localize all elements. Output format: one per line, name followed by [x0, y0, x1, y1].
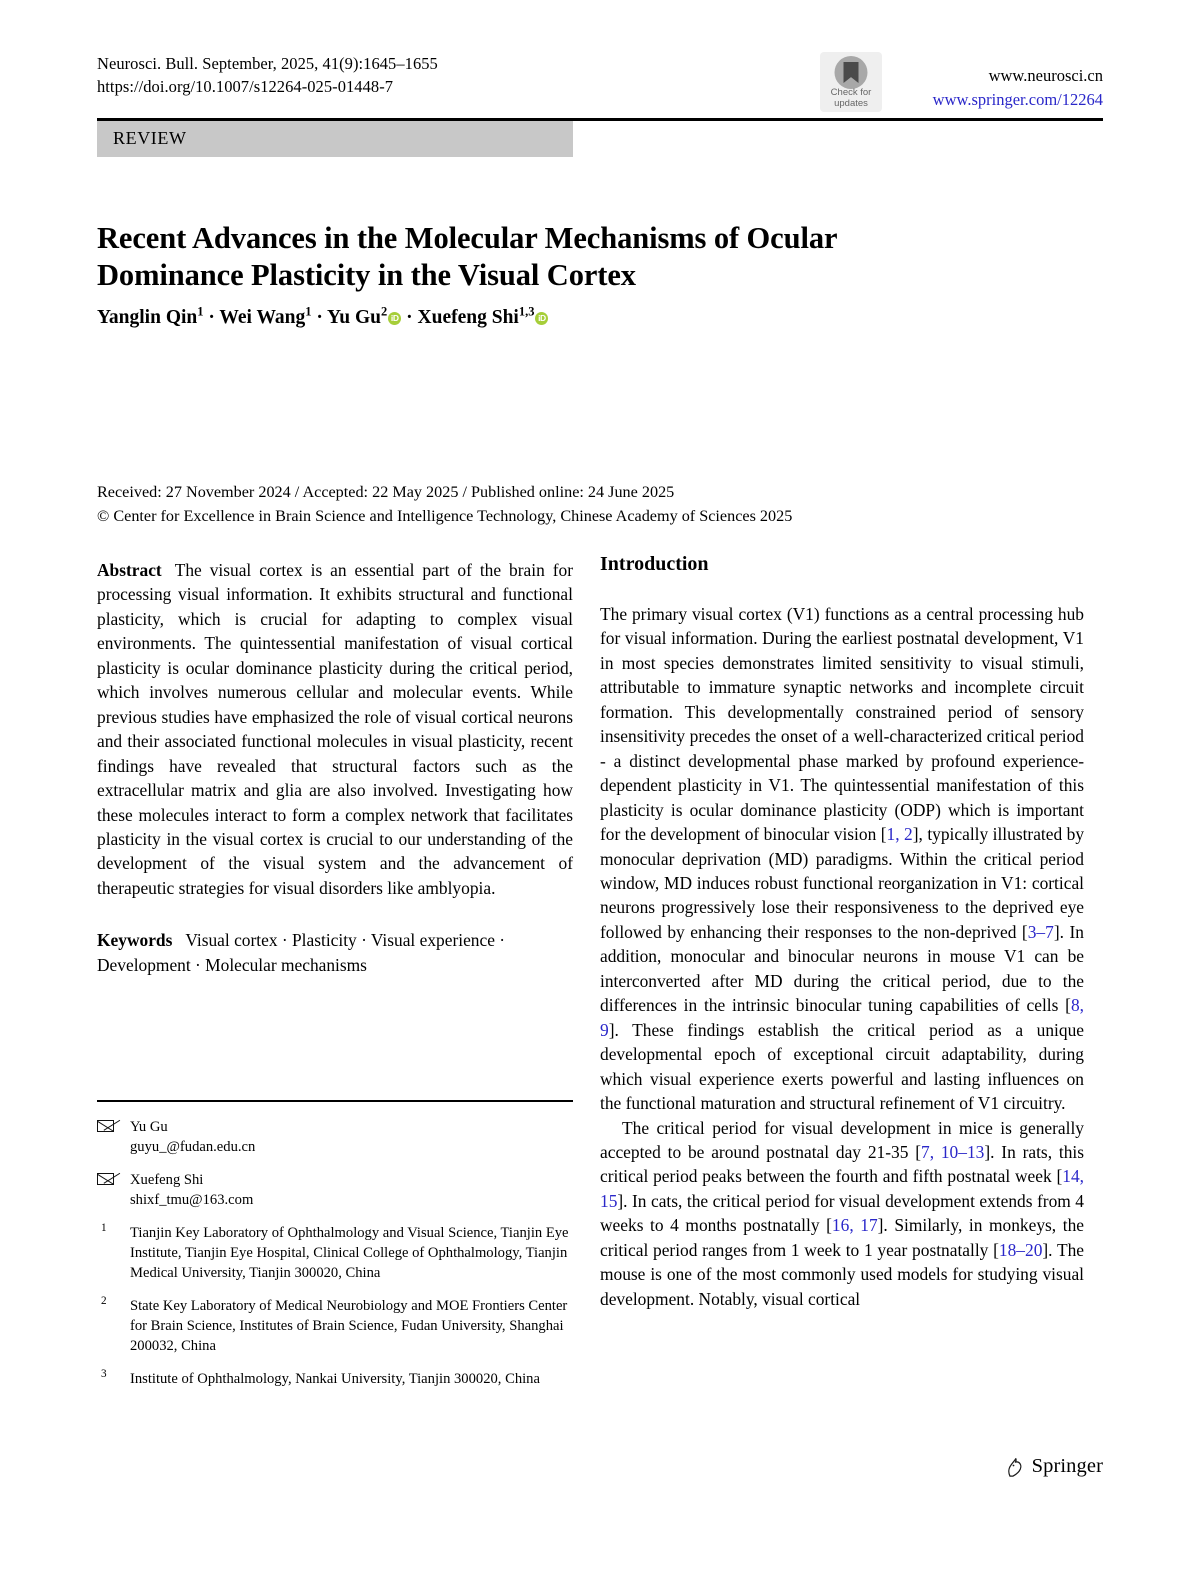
intro-p2-text-d: ]. Similarly, in monkeys, the critical period ranges from 1 week to 1 year postnatally [	[600, 1215, 1084, 1260]
corresponding-author-name: Yu Gu	[130, 1119, 168, 1135]
received-accepted-line: Received: 27 November 2024 / Accepted: 22 May 2025 / Published online: 24 June 2025	[97, 483, 675, 501]
intro-p1-text-d: ]. These findings establish the critical period as a unique developmental epoch of exceptional circuit adaptability, during which visual experience exerts powerful and lasting influences on the functional maturation and structural refinement of V1 circuitry.	[600, 1019, 1084, 1114]
intro-p2-text-e: ]. The mouse is one of the most commonly used models for studying visual development. Notably, visual cortical	[600, 1239, 1084, 1309]
page-title: Recent Advances in the Molecular Mechanisms of Ocular Dominance Plasticity in the Visual Cortex	[97, 221, 837, 293]
springer-knight-icon	[1005, 1456, 1025, 1478]
article-type-banner	[97, 121, 573, 157]
author-entry	[219, 304, 312, 328]
affiliation-item	[97, 1367, 587, 1390]
abstract-section	[97, 558, 573, 900]
copyright-line: © Center for Excellence in Brain Science and Intelligence Technology, Chinese Academy of Sciences 2025	[97, 506, 793, 525]
citation-link[interactable]: 8, 9	[600, 995, 1084, 1040]
affiliation-number: 3	[101, 1367, 107, 1380]
check-for-updates-badge[interactable]	[820, 52, 882, 112]
springer-site-link[interactable]: www.springer.com/12264	[932, 89, 1103, 109]
author-affiliation-marker: 1	[197, 304, 204, 319]
affiliation-number: 1	[101, 1221, 107, 1234]
corresponding-author-email[interactable]: guyu_@fudan.edu.cn	[130, 1138, 256, 1155]
corresponding-author	[97, 1171, 587, 1211]
citation-link[interactable]: 1, 2	[886, 824, 913, 845]
crossmark-label	[820, 88, 882, 110]
affiliation-text: State Key Laboratory of Medical Neurobiology and MOE Frontiers Center for Brain Science, Institutes of Brain Science, Fudan University, Shanghai 200032, China	[130, 1297, 568, 1354]
journal-site-link[interactable]: www.neurosci.cn	[988, 66, 1103, 85]
author-entry	[327, 304, 401, 328]
envelope-icon	[97, 1120, 114, 1132]
author-separator: ·	[208, 307, 215, 328]
abstract-label: Abstract	[97, 560, 162, 580]
crossmark-line-2: updates	[834, 97, 868, 109]
intro-p1-text-b: ], typically illustrated by monocular deprivation (MD) paradigms. Within the critical period window, MD induces robust functional reorganization in V1: cortical neurons progressively lose their responsiveness to the deprived eye followed by enhancing their responses to the non-deprived [	[600, 824, 1085, 942]
corresponding-author-name: Xuefeng Shi	[130, 1171, 204, 1188]
author-name: Wei Wang	[219, 307, 306, 328]
journal-websites	[933, 64, 1103, 112]
publisher-logo	[1005, 1455, 1103, 1478]
introduction-paragraph-2	[600, 1116, 1084, 1312]
author-separator: ·	[316, 307, 323, 328]
footnote-divider	[97, 1100, 573, 1102]
intro-p1-text-c: ]. In addition, monocular and binocular neurons in mouse V1 can be interconverted after MD during the critical period, due to the differences in the intrinsic binocular tuning capabilities of cells [	[600, 921, 1084, 1016]
corresponding-author	[97, 1118, 587, 1158]
author-list	[97, 305, 997, 330]
affiliation-text: Tianjin Key Laboratory of Ophthalmology and Visual Science, Tianjin Eye Institute, Tianjin Eye Hospital, Clinical College of Ophthalmology, Tianjin Medical University, Tianjin 300020, China	[130, 1224, 569, 1281]
author-separator: ·	[406, 307, 413, 328]
author-name: Xuefeng Shi	[417, 307, 519, 328]
affiliation-text: Institute of Ophthalmology, Nankai University, Tianjin 300020, China	[130, 1370, 540, 1387]
envelope-icon	[97, 1173, 114, 1185]
intro-p1-text-a: The primary visual cortex (V1) functions as a central processing hub for visual information. During the earliest postnatal development, V1 in most species demonstrates limited sensitivity to visual stimuli, attributable to immature synaptic networks and incomplete circuit formation. This developmentally constrained period of sensory insensitivity precedes the onset of a well-characterized critical period - a distinct developmental phase marked by profound experience-dependent plasticity in V1. The quintessential manifestation of this plasticity is ocular dominance plasticity (ODP) which is important for the development of binocular vision [	[600, 604, 1084, 845]
citation-link[interactable]: 7, 10–13	[921, 1141, 985, 1162]
doi-line[interactable]: https://doi.org/10.1007/s12264-025-01448-7	[97, 77, 394, 97]
page-header	[97, 52, 1103, 114]
orcid-icon[interactable]: iD	[388, 312, 401, 325]
author-affiliation-marker: 2	[381, 304, 388, 319]
crossmark-line-1: Check for	[830, 87, 872, 98]
introduction-heading: Introduction	[600, 553, 709, 575]
keywords-label: Keywords	[97, 930, 173, 951]
corresponding-author-email[interactable]: shixf_tmu@163.com	[130, 1191, 254, 1208]
article-type-label: REVIEW	[113, 128, 187, 148]
footnote-section	[97, 1118, 587, 1403]
author-affiliation-marker: 1	[305, 304, 312, 319]
citation-link[interactable]: 18–20	[998, 1239, 1043, 1260]
left-column	[97, 558, 573, 977]
orcid-icon[interactable]: iD	[535, 312, 548, 325]
intro-p2-text-b: ]. In rats, this critical period peaks between the fourth and fifth postnatal week [	[600, 1141, 1084, 1187]
affiliation-number: 2	[101, 1294, 107, 1307]
intro-p2-text-c: ]. In cats, the critical period for visual development extends from 4 weeks to 4 months postnatally [	[600, 1190, 1084, 1236]
keywords-section	[97, 928, 573, 977]
publisher-name: Springer	[1031, 1455, 1103, 1477]
author-name: Yanglin Qin	[97, 307, 198, 328]
introduction-paragraph-1	[600, 602, 1084, 1116]
author-entry	[417, 304, 549, 328]
citation-link[interactable]: 3–7	[1027, 921, 1054, 942]
publication-dates	[97, 481, 897, 528]
affiliation-item	[97, 1294, 587, 1357]
affiliation-item	[97, 1221, 587, 1284]
right-column	[600, 553, 1084, 1311]
abstract-text: The visual cortex is an essential part of the brain for processing visual information. It exhibits structural and functional plasticity, which is crucial for adapting to complex visual environments. The quintessential manifestation of visual cortical plasticity is ocular dominance plasticity during the critical period, which involves numerous cellular and molecular events. While previous studies have emphasized the role of visual cortical neurons and their associated functional molecules in visual plasticity, recent findings have revealed that structural factors such as the extracellular matrix and glia are also involved. Investigating how these molecules interact to form a complex network that facilitates plasticity in the visual cortex is crucial to our understanding of the development of the visual system and the advancement of therapeutic strategies for visual disorders like amblyopia.	[97, 560, 573, 898]
citation-link[interactable]: 14, 15	[600, 1166, 1084, 1211]
author-entry	[97, 304, 204, 328]
keywords-text: Visual cortex · Plasticity · Visual experience · Development · Molecular mechanisms	[97, 930, 506, 975]
intro-p2-text-a: The critical period for visual development in mice is generally accepted to be around postnatal day 21-35 [	[600, 1117, 1084, 1162]
author-name: Yu Gu	[327, 307, 382, 328]
author-affiliation-marker: 1,3	[518, 304, 535, 319]
citation-link[interactable]: 16, 17	[831, 1215, 878, 1236]
journal-citation	[97, 52, 438, 99]
journal-line: Neurosci. Bull. September, 2025, 41(9):1645–1655	[97, 54, 438, 73]
